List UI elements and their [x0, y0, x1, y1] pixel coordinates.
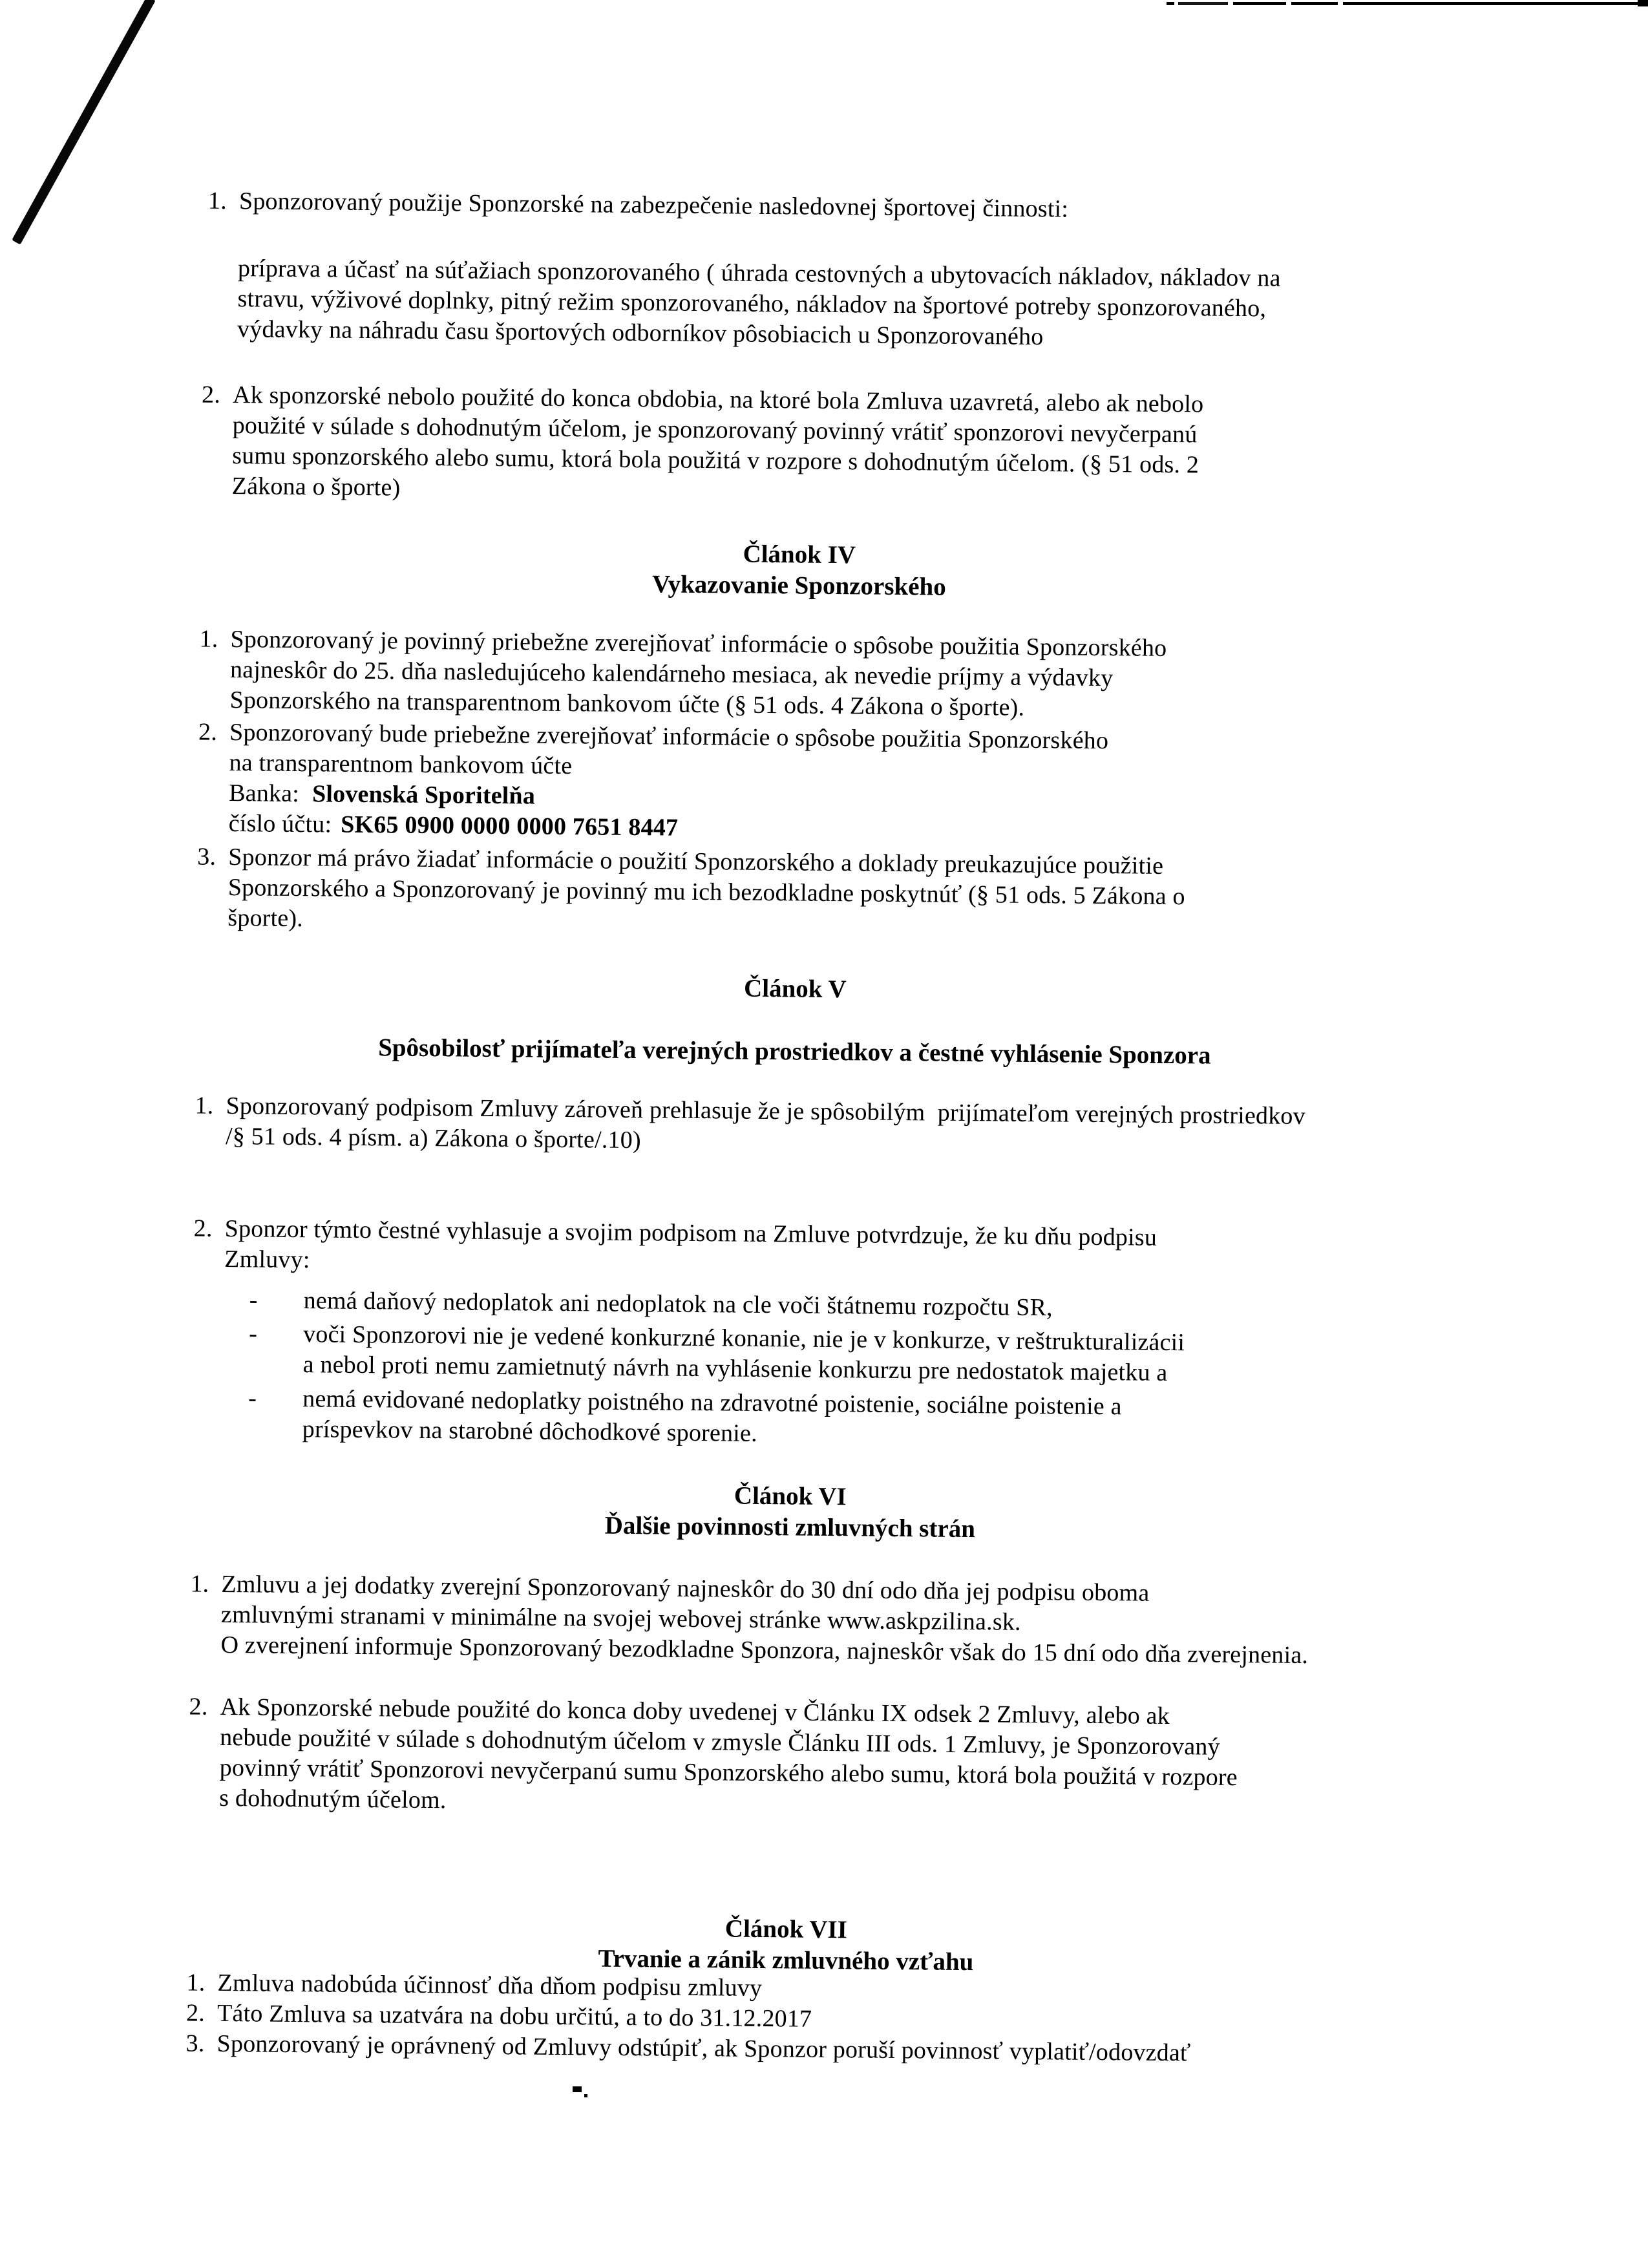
text-line: O zverejnení informuje Sponzorovaný bezodkladne Sponzora, najneskôr však do 15 dní odo dňa zverejnenia. [220, 1631, 1309, 1669]
bank-name: Slovenská Sporitelňa [312, 780, 536, 810]
text-line: sumu sponzorského alebo sumu, ktorá bola použitá v rozpore s dohodnutým účelom. (§ 51 ods. 2 [232, 442, 1199, 479]
text-line: Sponzorovaný je povinný priebežne zverejňovať informácie o spôsobe použitia Sponzorského [230, 626, 1167, 662]
dash-marker: - [249, 1286, 258, 1314]
list-item [186, 1967, 762, 2004]
text-line: Táto Zmluva sa uzatvára na dobu určitú, a to do 31.12.2017 [217, 1999, 812, 2033]
text-line: príspevkov na starobné dôchodkové sporenie. [302, 1415, 757, 1447]
text-line: Ak Sponzorské nebude použité do konca doby uvedenej v Článku IX odsek 2 Zmluvy, alebo ak [220, 1693, 1170, 1730]
list-item-number: 2. [189, 1693, 208, 1721]
text-line: /§ 51 ods. 4 písm. a) Zákona o športe/.10) [225, 1122, 641, 1154]
bank-line [229, 778, 535, 812]
account-number: SK65 0900 0000 0000 7651 8447 [341, 811, 679, 842]
bank-label: Banka: [229, 779, 300, 808]
text-line: nemá daňový nedoplatok ani nedoplatok na cle voči štátnemu rozpočtu SR, [303, 1287, 1053, 1322]
list-item [194, 1214, 1157, 1253]
article-subheading: Spôsobilosť prijímateľa verejných prostriedkov a čestné vyhlásenie Sponzora [378, 1033, 1211, 1070]
scan-top-corner-mark [1638, 0, 1648, 6]
text-line: Ak sponzorské nebolo použité do konca obdobia, na ktoré bola Zmluva uzavretá, alebo ak nebolo [232, 381, 1204, 418]
list-item-number: 2. [198, 718, 218, 746]
account-line [229, 809, 679, 843]
dash-list-item [249, 1285, 1053, 1323]
text-line: Sponzorovaný použije Sponzorské na zabezpečenie nasledovnej športovej činnosti: [238, 187, 1069, 223]
text-line: stravu, výživové doplnky, pitný režim sponzorovaného, nákladov na športové potreby sponzorovaného, [237, 285, 1267, 323]
text-line: použité v súlade s dohodnutým účelom, je sponzorovaný povinný vrátiť sponzorovi nevyčerpanú [232, 412, 1198, 449]
list-item-number: 2. [193, 1214, 213, 1242]
list-item-number: 3. [197, 843, 217, 871]
text-line: najneskôr do 25. dňa nasledujúceho kalendárneho mesiaca, ak nevedie príjmy a výdavky [229, 656, 1114, 692]
text-line: Sponzorovaný podpisom Zmluvy zároveň prehlasuje že je spôsobilým prijímateľom verejných prostriedkov [226, 1092, 1306, 1130]
list-item-number: 1. [195, 1092, 214, 1119]
list-item [185, 2028, 1190, 2068]
list-item-number: 1. [186, 1969, 206, 1997]
list-item-number: 1. [207, 187, 227, 215]
article-subheading: Trvanie a zánik zmluvného vzťahu [598, 1944, 974, 1977]
article-heading: Článok VII [724, 1914, 848, 1944]
list-item-number: 1. [190, 1570, 209, 1598]
scan-top-edge-line-artifact [1167, 2, 1648, 5]
dash-marker: - [248, 1320, 258, 1348]
text-line: nemá evidované nedoplatky poistného na zdravotné poistenie, sociálne poistenie a [302, 1385, 1122, 1421]
text-line: Sponzorovaný bude priebežne zverejňovať informácie o spôsobe použitia Sponzorského [229, 719, 1109, 755]
text-line: príprava a účasť na súťažiach sponzorovaného ( úhrada cestovných a ubytovacích nákladov, nákladov na [237, 255, 1281, 292]
list-item-number: 3. [185, 2030, 205, 2057]
article-heading: Článok VI [734, 1481, 847, 1511]
text-line: Zmluvy: [224, 1245, 310, 1274]
text-line: Sponzorovaný je oprávnený od Zmluvy odstúpiť, ak Sponzor poruší povinnosť vyplatiť/odovzdať [217, 2030, 1191, 2067]
text-line: s dohodnutým účelom. [219, 1784, 447, 1814]
list-item [208, 186, 1069, 225]
list-item-number: 2. [201, 381, 221, 408]
text-line: zmluvnými stranami v minimálne na svojej webovej stránke www.askpzilina.sk. [220, 1600, 1021, 1636]
text-line: Sponzorského a Sponzorovaný je povinný mu ich bezodkladne poskytnúť (§ 51 ods. 5 Zákona o [227, 873, 1185, 911]
text-line: Zmluvu a jej dodatky zverejní Sponzorovaný najneskôr do 30 dní odo dňa jej podpisu oboma [221, 1570, 1150, 1607]
text-line: nebude použité v súlade s dohodnutým účelom v zmysle Článku III ods. 1 Zmluvy, je Sponzorovaný [219, 1723, 1220, 1761]
text-line: povinný vrátiť Sponzorovi nevyčerpanú sumu Sponzorského alebo sumu, ktorá bola použitá v rozpore [219, 1754, 1238, 1792]
article-subheading: Vykazovanie Sponzorského [651, 570, 946, 601]
text-line: Zmluva nadobúda účinnosť dňa dňom podpisu zmluvy [217, 1969, 763, 2002]
article-subheading: Ďalšie povinnosti zmluvných strán [604, 1511, 976, 1543]
text-line: Sponzor týmto čestné vyhlasuje a svojim podpisom na Zmluve potvrdzuje, že ku dňu podpisu [224, 1214, 1157, 1251]
text-line: Sponzorského na transparentnom bankovom účte (§ 51 ods. 4 Zákona o športe). [229, 686, 1025, 721]
list-item-number: 1. [199, 625, 218, 653]
text-line: a nebol proti nemu zamietnutý návrh na vyhlásenie konkurzu pre nedostatok majetku a [302, 1351, 1168, 1386]
text-line: výdavky na náhradu času športových odborníkov pôsobiacich u Sponzorovaného [237, 315, 1044, 351]
dash-marker: - [248, 1384, 257, 1412]
text-line: na transparentnom bankovom účte [229, 749, 573, 780]
text-line: športe). [227, 904, 304, 933]
text-line: voči Sponzorovi nie je vedené konkurzné konanie, nie je v konkurze, v reštrukturalizácii [302, 1320, 1185, 1357]
text-line: Sponzor má právo žiadať informácie o použití Sponzorského a doklady preukazujúce použitie [228, 843, 1164, 880]
article-heading: Článok V [743, 974, 847, 1004]
account-label: číslo účtu: [228, 809, 332, 838]
list-item-number: 2. [185, 1999, 206, 2027]
article-heading: Článok IV [743, 540, 856, 569]
text-line: Zákona o športe) [231, 472, 401, 502]
